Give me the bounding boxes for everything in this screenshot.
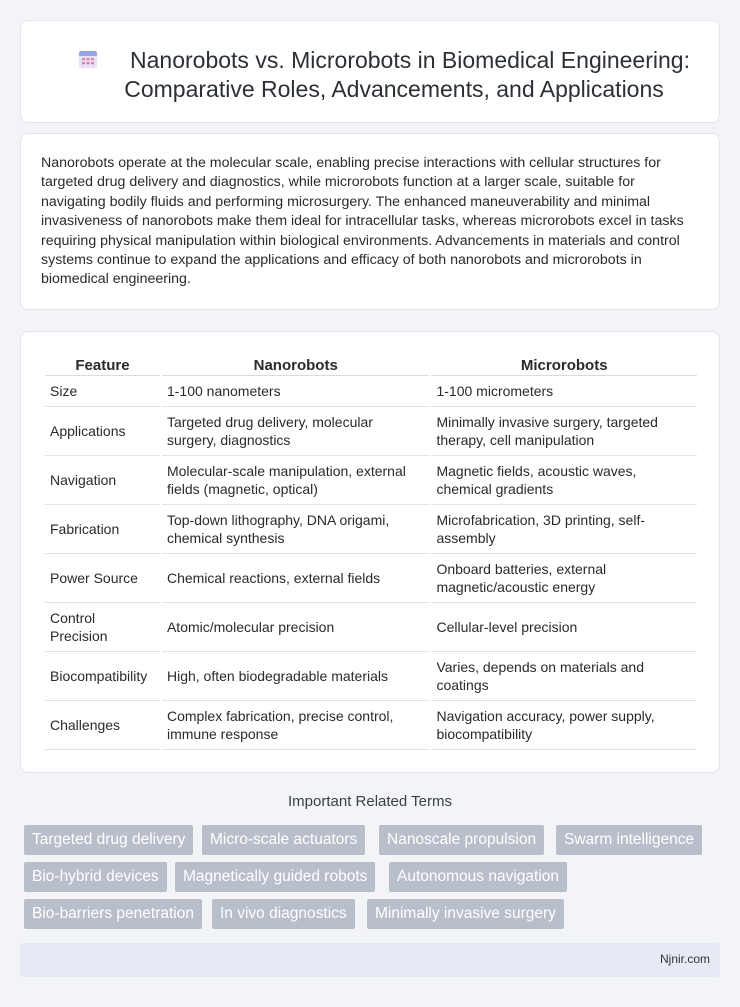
- term-tag-magnetically-guided-robots[interactable]: Magnetically guided robots: [175, 862, 375, 892]
- header-microrobots: Microrobots: [431, 353, 697, 376]
- term-tag-micro-scale-actuators[interactable]: Micro-scale actuators: [202, 825, 365, 855]
- term-tag-nanoscale-propulsion[interactable]: Nanoscale propulsion: [379, 825, 544, 855]
- nanorobot-cell: Targeted drug delivery, molecular surgery, diagnostics: [162, 407, 430, 456]
- term-tag-swarm-intelligence[interactable]: Swarm intelligence: [556, 825, 702, 855]
- footer-site-link[interactable]: Njnir.com: [659, 952, 710, 966]
- nanorobot-cell: Complex fabrication, precise control, immune response: [162, 701, 430, 750]
- feature-cell: Biocompatibility: [45, 652, 160, 701]
- table-row: [45, 407, 697, 456]
- table-row: [45, 701, 697, 750]
- page-title: Nanorobots vs. Microrobots in Biomedical Engineering: Comparative Roles, Advancements, and Applications: [124, 47, 690, 102]
- feature-cell: Size: [45, 376, 160, 407]
- footer-bar: [20, 943, 720, 977]
- feature-cell: Control Precision: [45, 603, 160, 652]
- term-tag-minimally-invasive-surgery[interactable]: Minimally invasive surgery: [367, 899, 564, 929]
- table-row: [45, 456, 697, 505]
- microrobot-cell: Onboard batteries, external magnetic/acoustic energy: [431, 554, 697, 603]
- microrobot-cell: Minimally invasive surgery, targeted therapy, cell manipulation: [431, 407, 697, 456]
- term-tag-autonomous-navigation[interactable]: Autonomous navigation: [389, 862, 567, 892]
- table-row: [45, 376, 697, 407]
- title-card: [20, 20, 720, 123]
- table-row: [45, 554, 697, 603]
- table-row: [45, 603, 697, 652]
- microrobot-cell: Magnetic fields, acoustic waves, chemical gradients: [431, 456, 697, 505]
- term-tag-bio-barriers-penetration[interactable]: Bio-barriers penetration: [24, 899, 202, 929]
- feature-cell: Power Source: [45, 554, 160, 603]
- comparison-table-card: [20, 331, 720, 773]
- microrobot-cell: Varies, depends on materials and coatings: [431, 652, 697, 701]
- nanorobot-cell: Chemical reactions, external fields: [162, 554, 430, 603]
- table-header-row: [45, 353, 697, 376]
- intro-paragraph: Nanorobots operate at the molecular scale, enabling precise interactions with cellular structures for targeted drug delivery and diagnostics, while microrobots function at a larger scale, suitable for navigating bodily fluids and performing microsurgery. The enhanced maneuverability and minimal invasiveness of nanorobots make them ideal for intracellular tasks, whereas microrobots excel in tasks requiring physical manipulation within biological environments. Advancements in materials and control systems continue to expand the applications and efficacy of both nanorobots and microrobots in biomedical engineering.: [41, 155, 684, 288]
- term-tag-targeted-drug-delivery[interactable]: Targeted drug delivery: [24, 825, 193, 855]
- microrobot-cell: Cellular-level precision: [431, 603, 697, 652]
- nanorobot-cell: High, often biodegradable materials: [162, 652, 430, 701]
- header-nanorobots: Nanorobots: [162, 353, 430, 376]
- nanorobot-cell: 1-100 nanometers: [162, 376, 430, 407]
- nanorobot-cell: Atomic/molecular precision: [162, 603, 430, 652]
- nanorobot-cell: Molecular-scale manipulation, external fields (magnetic, optical): [162, 456, 430, 505]
- feature-cell: Challenges: [45, 701, 160, 750]
- term-tag-bio-hybrid-devices[interactable]: Bio-hybrid devices: [24, 862, 167, 892]
- table-row: [45, 505, 697, 554]
- comparison-table: [43, 353, 699, 750]
- feature-cell: Applications: [45, 407, 160, 456]
- table-row: [45, 652, 697, 701]
- feature-cell: Navigation: [45, 456, 160, 505]
- intro-card: [20, 133, 720, 310]
- term-tag-in-vivo-diagnostics[interactable]: In vivo diagnostics: [212, 899, 355, 929]
- nanorobot-cell: Top-down lithography, DNA origami, chemical synthesis: [162, 505, 430, 554]
- feature-cell: Fabrication: [45, 505, 160, 554]
- microrobot-cell: 1-100 micrometers: [431, 376, 697, 407]
- microrobot-cell: Navigation accuracy, power supply, biocompatibility: [431, 701, 697, 750]
- related-terms-heading: Important Related Terms: [288, 793, 452, 810]
- header-feature: Feature: [45, 353, 160, 376]
- microrobot-cell: Microfabrication, 3D printing, self-assembly: [431, 505, 697, 554]
